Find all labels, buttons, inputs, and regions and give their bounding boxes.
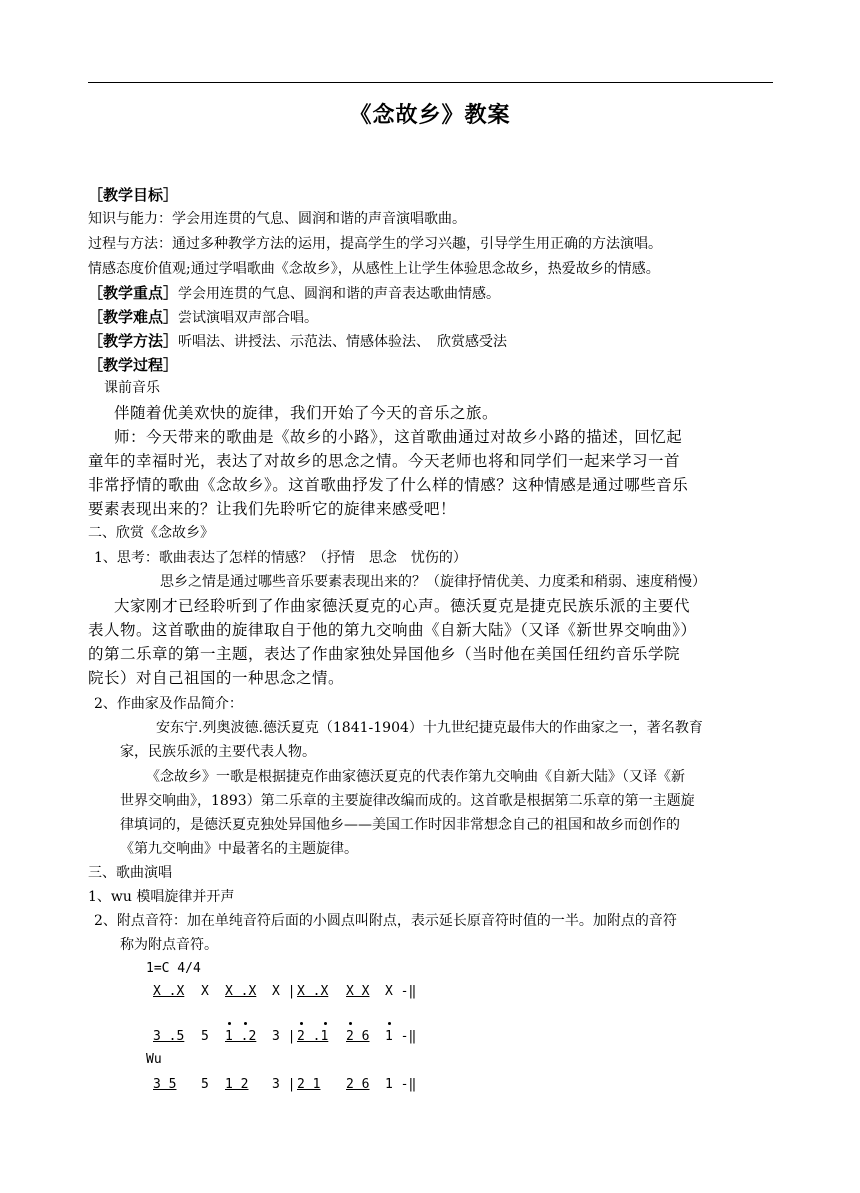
octave-dot — [244, 1022, 247, 1025]
wu-melody-note-bar: 3 | — [272, 1077, 296, 1092]
wu-melody-row — [0, 1075, 860, 1095]
wu-melody-group: 2 6 — [346, 1077, 370, 1092]
section-singing: 三、歌曲演唱 — [88, 865, 172, 881]
rhythm-row — [0, 982, 860, 1002]
melody-note-bar: 3 | — [272, 1029, 296, 1044]
difficult-points-heading: ［教学难点］ — [88, 308, 179, 326]
dotted-note-definition: 2、附点音符：加在单纯音符后面的小圆点叫附点，表示延长原音符时值的一半。加附点的音符 — [94, 913, 677, 929]
singing-step-1: 1、wu 模唱旋律并开声 — [88, 889, 235, 905]
melody-group: 3 .5 — [153, 1029, 185, 1044]
octave-dot — [228, 1022, 231, 1025]
composer-paragraph-line2: 表人物。这首歌曲的旋律取自于他的第九交响曲《自新大陆》（又译《新世界交响曲》） — [88, 621, 697, 639]
wu-melody-group: 1 2 — [225, 1077, 249, 1092]
header-rule — [88, 82, 773, 83]
octave-dot — [349, 1022, 352, 1025]
intro-paragraph-1: 伴随着优美欢快的旋律，我们开始了今天的音乐之旅。 — [114, 404, 499, 422]
composer-bio-line2: 家，民族乐派的主要代表人物。 — [120, 744, 316, 760]
pre-class-music: 课前音乐 — [104, 380, 160, 396]
difficult-points-text: 尝试演唱双声部合唱。 — [178, 310, 319, 326]
key-points-heading: ［教学重点］ — [88, 284, 179, 302]
melody-group: 2 6 — [346, 1029, 370, 1044]
intro-paragraph-2-line2: 童年的幸福时光，表达了对故乡的思念之情。今天老师也将和同学们一起来学习一首 — [88, 452, 681, 470]
rhythm-note-bar: X | — [272, 984, 296, 999]
work-intro-line4: 《第九交响曲》中最著名的主题旋律。 — [120, 841, 358, 857]
key-signature: 1=C 4/4 — [146, 961, 201, 976]
rhythm-group: X .X — [153, 984, 185, 999]
teaching-methods — [88, 331, 507, 352]
intro-paragraph-2: 师：今天带来的歌曲是《故乡的小路》，这首歌曲通过对故乡小路的描述，回忆起 — [114, 428, 683, 446]
teaching-methods-heading: ［教学方法］ — [88, 332, 179, 350]
wu-melody-group: 2 1 — [297, 1077, 321, 1092]
section-teaching-process: ［教学过程］ — [88, 356, 179, 374]
melody-group: 2 .1 — [297, 1029, 329, 1044]
key-points-text: 学会用连贯的气息、圆润和谐的声音表达歌曲情感。 — [178, 286, 501, 302]
section-appreciation: 二、欣赏《念故乡》 — [88, 525, 214, 541]
wu-melody-group: 3 5 — [153, 1077, 177, 1092]
rhythm-note: X — [201, 984, 209, 999]
melody-row — [0, 1027, 860, 1047]
goal-process: 过程与方法：通过多种教学方法的运用，提高学生的学习兴趣，引导学生用正确的方法演唱。 — [88, 236, 662, 252]
rhythm-group: X .X — [297, 984, 329, 999]
page-title: 《念故乡》教案 — [349, 102, 511, 128]
composer-paragraph: 大家刚才已经聆听到了作曲家德沃夏克的心声。德沃夏克是捷克民族乐派的主要代 — [114, 597, 691, 615]
rhythm-group: X X — [346, 984, 370, 999]
composer-paragraph-line3: 的第二乐章的第一主题，表达了作曲家独处异国他乡（当时他在美国任纽约音乐学院 — [88, 645, 681, 663]
think-answer: 思乡之情是通过哪些音乐要素表现出来的？（旋律抒情优美、力度柔和稍弱、速度稍慢） — [160, 574, 706, 590]
difficult-points — [88, 307, 318, 328]
melody-note: 5 — [201, 1029, 209, 1044]
intro-paragraph-2-line3: 非常抒情的歌曲《念故乡》。这首歌曲抒发了什么样的情感？这种情感是通过哪些音乐 — [88, 476, 689, 494]
octave-dot — [324, 1022, 327, 1025]
melody-ending: 1 -‖ — [385, 1029, 417, 1044]
goal-knowledge: 知识与能力：学会用连贯的气息、圆润和谐的声音演唱歌曲。 — [88, 211, 466, 227]
composer-paragraph-line4: 院长）对自己祖国的一种思念之情。 — [88, 669, 345, 687]
teaching-methods-text: 听唱法、讲授法、示范法、情感体验法、 欣赏感受法 — [178, 334, 508, 350]
section-teaching-goals: ［教学目标］ — [88, 186, 179, 204]
wu-melody-note: 5 — [201, 1077, 209, 1092]
key-points — [88, 283, 500, 304]
work-intro-line3: 律填词的，是德沃夏克独处异国他乡——美国工作时因非常想念自己的祖国和故乡而创作的 — [120, 817, 680, 833]
composer-intro-heading: 2、作曲家及作品简介： — [94, 696, 243, 712]
composer-bio: 安东宁.列奥波德.德沃夏克（1841-1904）十九世纪捷克最伟大的作曲家之一，著名教育 — [156, 720, 703, 736]
intro-paragraph-2-line4: 要素表现出来的？让我们先聆听它的旋律来感受吧！ — [88, 500, 457, 518]
octave-dot — [388, 1022, 391, 1025]
dotted-note-definition-line2: 称为附点音符。 — [120, 937, 218, 953]
wu-syllable: Wu — [146, 1052, 162, 1067]
work-intro: 《念故乡》一歌是根据捷克作曲家德沃夏克的代表作第九交响曲《自新大陆》（又译《新 — [146, 769, 685, 785]
melody-group: 1 .2 — [225, 1029, 257, 1044]
rhythm-group: X .X — [225, 984, 257, 999]
rhythm-ending: X -‖ — [385, 984, 417, 999]
goal-emotion: 情感态度价值观;通过学唱歌曲《念故乡》，从感性上让学生体验思念故乡，热爱故乡的情感。 — [88, 261, 660, 277]
octave-dot — [300, 1022, 303, 1025]
wu-melody-ending: 1 -‖ — [385, 1077, 417, 1092]
think-question: 1、思考：歌曲表达了怎样的情感？（抒情 思念 忧伤的） — [94, 550, 467, 566]
work-intro-line2: 世界交响曲》，1893）第二乐章的主要旋律改编而成的。这首歌是根据第二乐章的第一主题旋 — [120, 793, 695, 809]
